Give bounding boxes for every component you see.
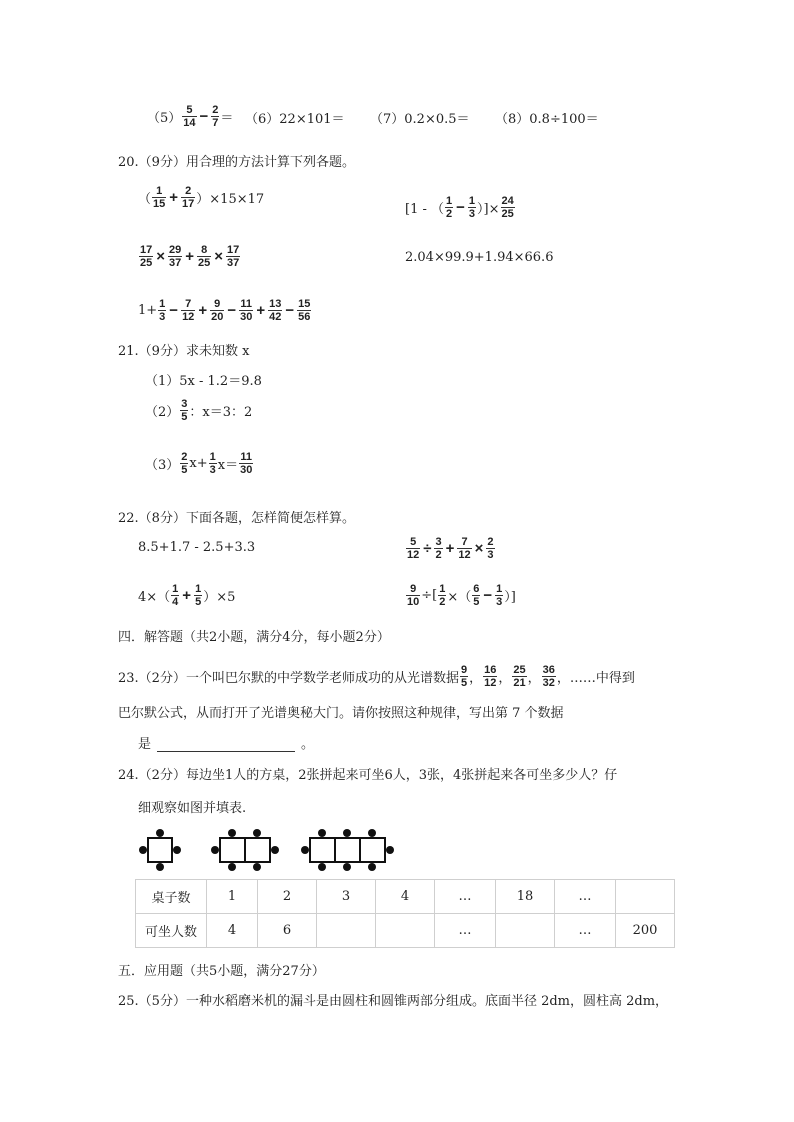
q23-line3: 是 。 — [138, 737, 315, 752]
q21-title: 21.（9分）求未知数 x — [118, 344, 250, 359]
q21-part3: （3） $\frac{2}{5}$ x+ $\frac{1}{3}$ x＝ $\frac{11}{30}$ — [145, 451, 253, 476]
q19-item7: （7）0.2×0.5＝ — [370, 112, 470, 127]
fraction: $\frac{5}{14}$ — [183, 104, 196, 129]
q19-row: （5） $\frac{5}{14}$ − $\frac{2}{7}$ ＝ — [147, 104, 234, 129]
q20-expr5: 1+ $\frac{1}{3}$ − $\frac{7}{12}$ + $\frac{9}{20}$ − $\frac{11}{30}$ + $\frac{13}{42}$ − $\frac{15}{56}$ — [138, 298, 311, 323]
table-arrangement-diagram — [135, 825, 405, 875]
q20-expr4: 2.04×99.9+1.94×66.6 — [405, 250, 554, 265]
answer-blank[interactable] — [157, 737, 295, 752]
q24-line2: 细观察如图并填表. — [138, 801, 247, 816]
table-row: 可坐人数 4 6 … … 200 — [136, 914, 675, 948]
q24-table — [135, 879, 675, 948]
q21-part2: （2） $\frac{3}{5}$ ：x＝3：2 — [145, 398, 253, 423]
section-5-heading: 五．应用题（共5小题，满分27分） — [118, 964, 325, 979]
q20-expr1: （ $\frac{1}{15}$ + $\frac{2}{17}$ ）×15×17 — [138, 185, 265, 210]
two-tables-figure — [211, 829, 279, 871]
q20-expr3: $\frac{17}{25}$ × $\frac{29}{37}$ + $\frac{8}{25}$ × $\frac{17}{37}$ — [140, 244, 240, 269]
q24-line1: 24.（2分）每边坐1人的方桌，2张拼起来可坐6人，3张，4张拼起来各可坐多少人？仔 — [118, 768, 618, 783]
q22-expr2: $\frac{5}{12}$ ÷ $\frac{3}{2}$ + $\frac{7}{12}$ × $\frac{2}{3}$ — [407, 536, 494, 561]
q19-item5-label: （5） — [147, 111, 182, 126]
q22-expr3: 4×（ $\frac{1}{4}$ + $\frac{1}{5}$ ）×5 — [138, 583, 236, 608]
three-tables-figure — [301, 829, 394, 871]
section-4-heading: 四．解答题（共2小题，满分4分，每小题2分） — [118, 630, 390, 645]
q22-title: 22.（8分）下面各题，怎样简便怎样算。 — [118, 511, 355, 526]
q21-part1: （1）5x - 1.2＝9.8 — [145, 374, 262, 389]
q19-item6: （6）22×101＝ — [245, 112, 345, 127]
q22-expr4: $\frac{9}{10}$ ÷[ $\frac{1}{2}$ ×（ $\frac{6}{5}$ − $\frac{1}{3}$ ）] — [407, 583, 516, 608]
q19-item8: （8）0.8÷100＝ — [495, 112, 599, 127]
fraction: $\frac{2}{7}$ — [212, 104, 219, 129]
q20-title: 20.（9分）用合理的方法计算下列各题。 — [118, 155, 355, 170]
q22-expr1: 8.5+1.7 - 2.5+3.3 — [138, 540, 256, 555]
one-table-figure — [139, 829, 181, 871]
table-row: 桌子数 1 2 3 4 … 18 … — [136, 880, 675, 914]
q20-expr2: [1 - （ $\frac{1}{2}$ − $\frac{1}{3}$ ）]× $\frac{24}{25}$ — [405, 195, 514, 220]
q23-line2: 巴尔默公式，从而打开了光谱奥秘大门。请你按照这种规律，写出第 7 个数据 — [118, 706, 564, 721]
q25-line1: 25.（5分）一种水稻磨米机的漏斗是由圆柱和圆锥两部分组成。底面半径 2dm，圆柱高 2dm， — [118, 994, 669, 1009]
q23-line1: 23.（2分）一个叫巴尔默的中学数学老师成功的从光谱数据 $\frac{9}{5}$ ， $\frac{16}{12}$ ， $\frac{25}{21}$ ， $\frac{36}{32}$ ，……中得到 — [118, 664, 635, 689]
